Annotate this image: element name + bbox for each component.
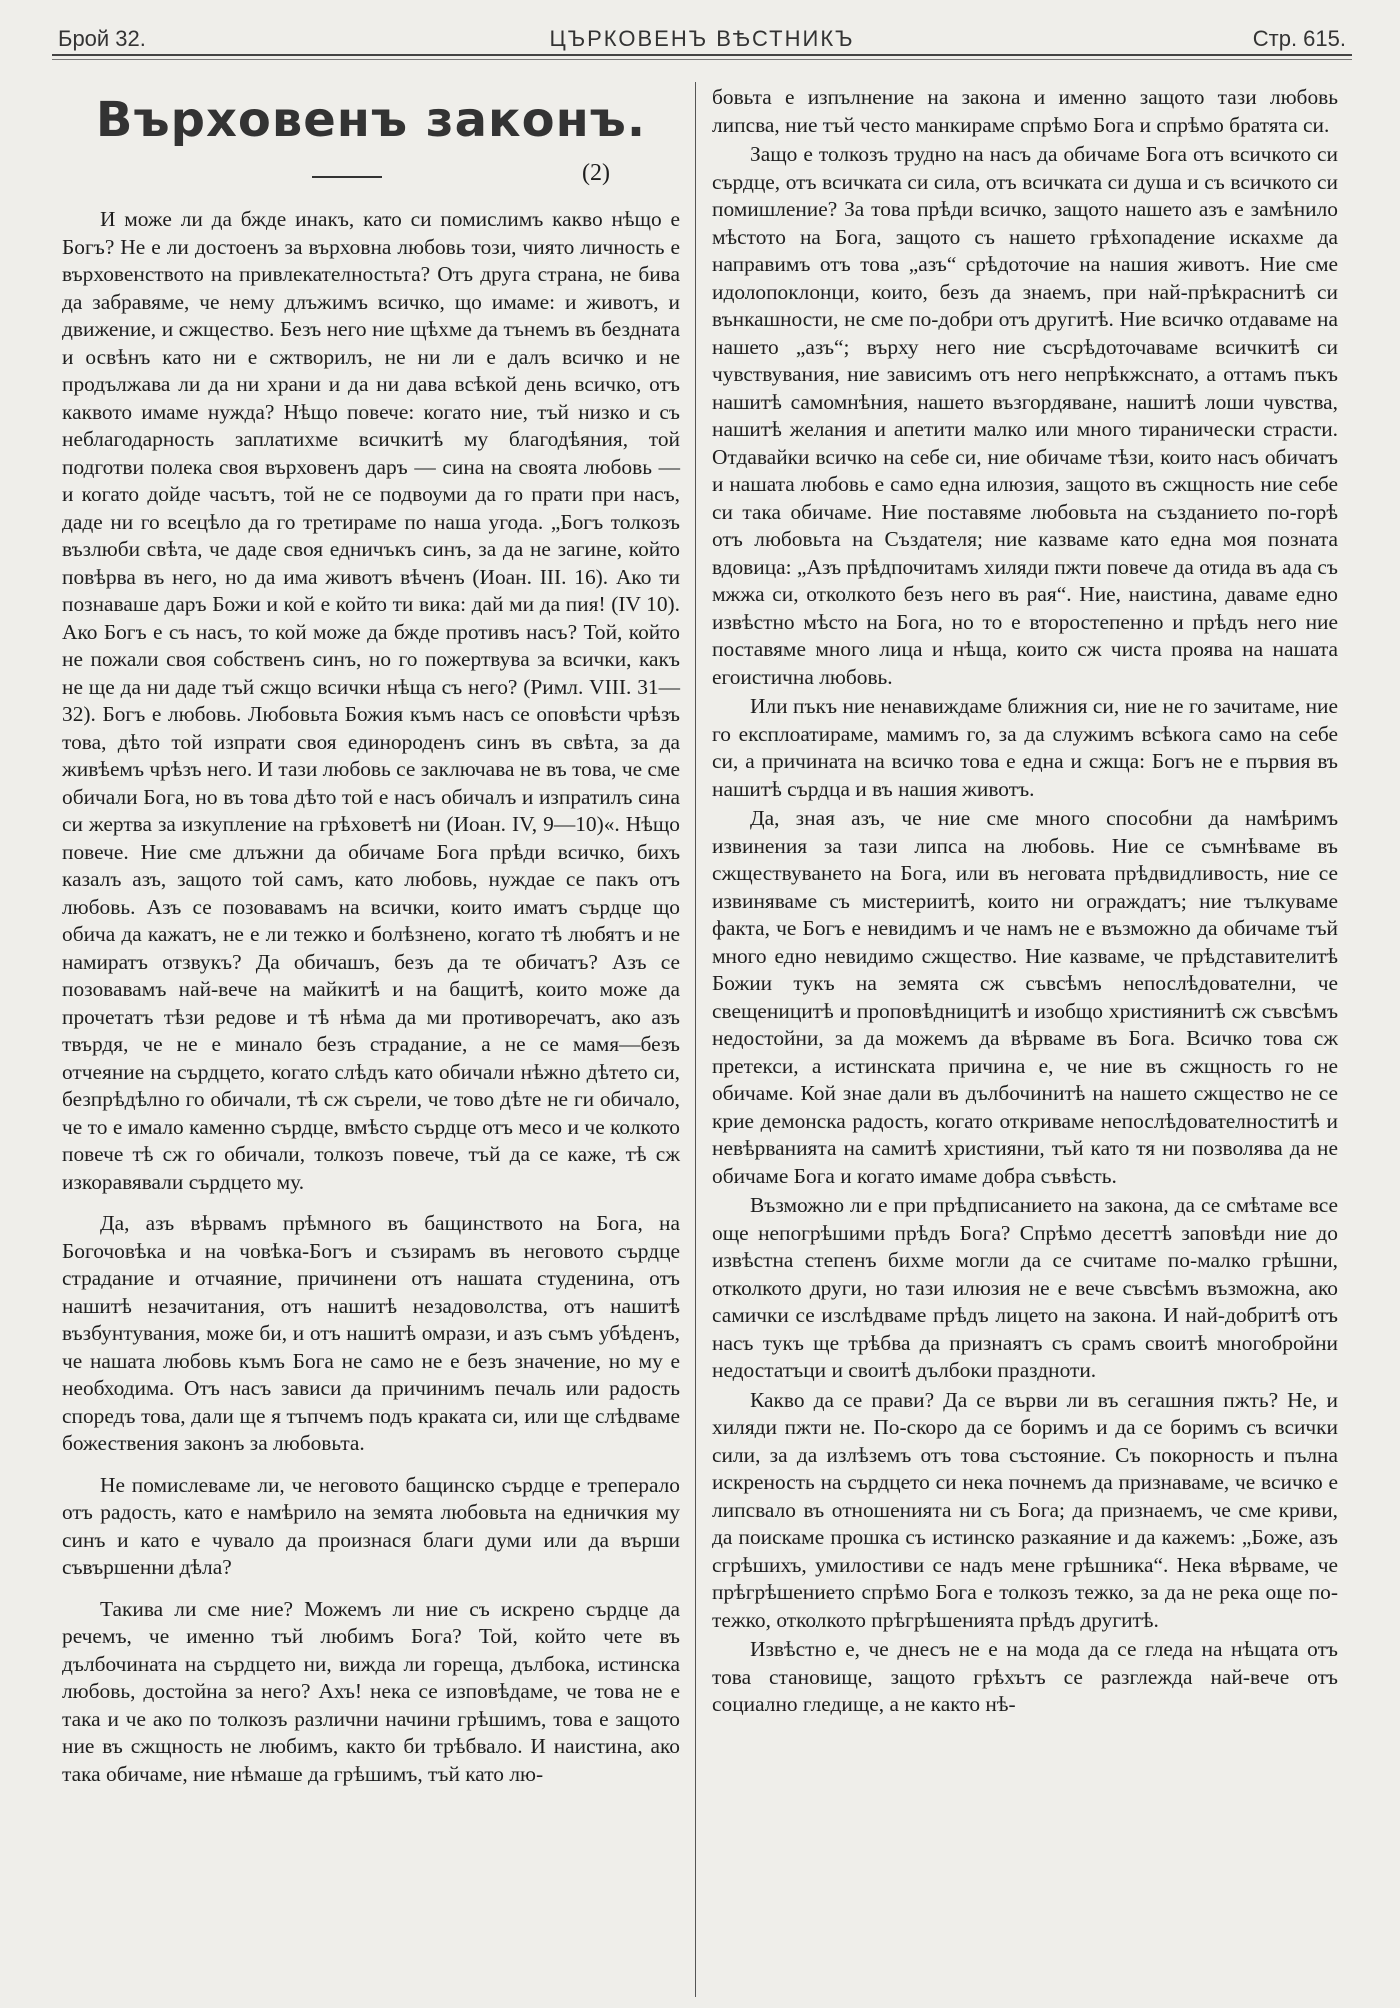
column-divider — [695, 82, 696, 1997]
paragraph: Такива ли сме ние? Можемъ ли ние съ искрено сърдце да речемъ, че именно тъй любимъ Бога? Той, който чете въ дълбочината на сърдцето ни, вижда ли гореща, дълбока, истинска любовь, достойна за него? Ахъ! нека се изповѣдаме, че това не е така и че ако по толкозъ различни начини грѣшимъ, това е защото ние въ сжщность не любимъ, както би трѣбвало. И наистина, ако така обичаме, ние нѣмаше да грѣшимъ, тъй като лю- — [62, 1596, 680, 1786]
left-column — [62, 84, 680, 1802]
paragraph: Да, зная азъ, че ние сме много способни да намѣримъ извинения за тази липса на любовь. Ние се съмнѣваме въ сжществуването на Бога, или въ неговата прѣдвидливость, ние се извиняваме съ мистериитѣ, които ни ограждатъ; ние тълкуваме факта, че Богъ е невидимъ и че намъ не е възможно да обичаме тъй много едно невидимо сжщество. Ние казваме, че прѣдставителитѣ Божии тукъ на земята сж съвсѣмъ непослѣдователни, че свещеницитѣ и проповѣдницитѣ и изобщо християнитѣ сж съвсѣмъ недостойни, за да можемъ да вѣрваме въ Бога. Всичко това сж претекси, а истинската причина е, че ние въ сжщность го не обичаме. Кой знае дали въ дълбочинитѣ на нашето сжщество не се крие демонска радость, когато откриваме непослѣдователноститѣ и невѣрванията на самитѣ християни, тъй като тя ни позволява да не обичаме Бога и когато имаме добра съвѣсть. — [712, 806, 1338, 1188]
paragraph: Да, азъ вѣрвамъ прѣмного въ бащинството на Бога, на Богочовѣка и на човѣка-Богъ и съзирамъ въ неговото сърдце страдание и отчаяние, причинени отъ нашата студенина, отъ нашитѣ незачитания, отъ нашитѣ незадоволства, отъ нашитѣ възбунтувания, може би, и отъ нашитѣ омрази, и азъ съмъ убѣденъ, че нашата любовь къмъ Бога не само не е безъ значение, но му е необходима. Отъ насъ зависи да причинимъ печаль или радость споредъ това, дали ще я тъпчемъ подъ краката си, или ще слѣдваме божествения законъ за любовьта. — [62, 1211, 680, 1455]
part-number: (2) — [582, 160, 610, 186]
paragraph: бовьта е изпълнение на закона и именно защото тази любовь липсва, ние тъй често манкираме спрѣмо Бога и спрѣмо братята си. — [712, 85, 1338, 137]
paragraph: Защо е толкозъ трудно на насъ да обичаме Бога отъ всичкото си сърдце, отъ всичката си сила, отъ всичката си душа и съ всичкото си помишление? За това прѣди всичко, защото нашето азъ е замѣнило мѣстото на Бога, защото съ нашето грѣхопадение искахме да направимъ отъ това „азъ“ срѣдоточие на нашия животъ. Ние сме идолопоклонци, които, безъ да знаемъ, при най-прѣкраснитѣ си вънкашности, не сме по-добри отъ другитѣ. Ние всичко отдаваме на нашето „азъ“; върху него ние съсрѣдоточаваме всичкитѣ си чувствувания, ние зависимъ отъ него непрѣкжснато, а оттамъ пъкъ нашитѣ самомнѣния, нашето възгордяване, нашитѣ лоши чувства, нашитѣ желания и апетити малко или много тиранически страсти. Отдавайки всичко на себе си, ние обичаме тѣзи, които насъ обичатъ и нашата любовь е само една илюзия, защото въ сжщность ние себе си така обичаме. Ние поставяме любовьта на създанието по-горѣ отъ любовьта на Създателя; ние казваме като една моя позната вдовица: „Азъ прѣдпочитамъ хиляди пжти повече да отида въ ада съ мжжа си, отколкото безъ него въ рая“. Ние, наистина, даваме едно извѣстно мѣсто на Бога, но то е второстепенно и прѣдъ него ние поставяме много лица и нѣща, които сж чиста проява на нашата егоистична любовь. — [712, 142, 1338, 689]
article-title: Върховенъ законъ. — [95, 92, 647, 148]
paragraph: Не помислеваме ли, че неговото бащинско сърдце е треперало отъ радость, като е намѣрило на земята любовьта на едничкия му синъ и като е чувало да произнася благи думи или да върши съвършенни дѣла? — [62, 1472, 680, 1579]
paragraph: Или пъкъ ние ненавиждаме ближния си, ние не го зачитаме, ние го експлоатираме, мамимъ го, за да служимъ всѣкога само на себе си, а причината на всичко това е една и сжща: Богъ не е първия въ нашитѣ сърдца и въ нашия животъ. — [712, 694, 1338, 801]
journal-title: ЦЪРКОВЕНЪ ВѢСТНИКЪ — [549, 26, 855, 51]
paragraph: И може ли да бжде инакъ, като си помислимъ какво нѣщо е Богъ? Не е ли достоенъ за върховна любовь този, чиято личность е върховенството на привлекателностьта? Отъ друга страна, не бива да забравяме, че нему длъжимъ всичко, що имаме: и животъ, и движение, и сжщество. Безъ него ние щѣхме да тънемъ въ бездната и освѣнъ като ни е сжтворилъ, не ни ли е далъ всичко и не продължава ли да ни храни и да ни дава всѣкой день всичко, отъ каквото имаме нужда? Нѣщо повече: когато ние, тъй низко и съ неблагодарность заплатихме всичкитѣ му благодѣяния, той подготви полека своя върховенъ даръ — сина на своята любовь — и когато дойде часътъ, той не се подвоуми да го прати при насъ, даде ни го всецѣло да го третираме по наша угода. „Богъ толкозъ възлюби свѣта, че даде своя едничъкъ синъ, за да не загине, който повѣрва въ него, но да има животъ вѣченъ (Иоан. III. 16). Ако ти познаваше даръ Божи и кой е който ти вика: дай ми да пия! (IV 10). Ако Богъ е съ насъ, то кой може да бжде противъ насъ? Той, който не пожали своя собственъ синъ, но го пожертвува за всички, какъ не ще да ни даде тъй сжщо всички нѣща съ него? (Римл. VIII. 31—32). Богъ е любовь. Любовьта Божия къмъ насъ се оповѣсти чрѣзъ това, дѣто той изпрати своя единороденъ синъ въ свѣта, за да живѣемъ чрѣзъ него. И тази любовь се заключава не въ това, че сме обичали Бога, но въ това дѣто той е насъ обичалъ и изпратилъ сина си жертва за изкупление на грѣховетѣ ни (Иоан. IV, 9—10)«. Нѣщо повече. Ние сме длъжни да обичаме Бога прѣди всичко, бихъ казалъ азъ, защото той самъ, като любовь, нуждае се пакъ отъ любовь. Азъ се позовавамъ на всички, които иматъ сърдце що обича да кажатъ, не е ли тежко и болѣзнено, когато тѣ любятъ и не намиратъ отзвукъ? Да обичашъ, безъ да те обичатъ? Азъ се позовавамъ най-вече на майкитѣ и на бащитѣ, които може да прочетатъ тѣзи редове и тѣ нѣма да ми противоречатъ, ако азъ твърдя, че не е минало безъ страдание, а не се мамя—безъ отчеяние на сърдцето, когато слѣдъ като обичали нѣжно дѣтето си, безпрѣдѣлно го обичали, тѣ сж сърели, че тово дѣте не ги обичало, че то е имало каменно сърдце, вмѣсто сърдце отъ месо и че колкото повече тѣ сж го обичали, толкозъ повече, тъй да се каже, тѣ сж изкоравявали сърдцето му. — [62, 207, 680, 1194]
page-header — [52, 22, 1352, 62]
paragraph: Извѣстно е, че днесъ не е на мода да се гледа на нѣщата отъ това становище, защото грѣхътъ се разглежда най-вече отъ социално гледище, а не както нѣ- — [712, 1637, 1338, 1716]
article-subhead — [62, 160, 680, 196]
issue-number: Брой 32. — [58, 26, 146, 51]
paragraph: Възможно ли е при прѣдписанието на закона, да се смѣтаме все още непогрѣшими прѣдъ Бога? Спрѣмо десеттѣ заповѣди ние до извѣстна степенъ бихме могли да се считаме по-малко грѣшни, отколкото други, но тази илюзия не е вече съвсѣмъ възможна, ако самички се изслѣдваме прѣдъ лицето на закона. И най-добритѣ отъ насъ тукъ ще трѣбва да признаятъ съ срамъ своитѣ многобройни недостатъци и своитѣ дълбоки праздноти. — [712, 1193, 1338, 1382]
right-column — [712, 84, 1338, 1721]
page-number: Стр. 615. — [1252, 26, 1346, 51]
title-dash — [312, 176, 382, 178]
header-rule-thin — [52, 59, 1352, 60]
header-rule — [52, 54, 1352, 56]
paragraph: Какво да се прави? Да се върви ли въ сегашния пжть? Не, и хиляди пжти не. По-скоро да се боримъ и да се боримъ съ всички сили, за да излѣземъ отъ това състояние. Съ покорность и пълна искреность на сърдцето си нека почнемъ да признаваме, че всичко е липсвало въ отношенията ни съ Бога; да признаемъ, че сме криви, да поискаме прошка съ истинско разкаяние и да кажемъ: „Боже, азъ сгрѣшихъ, умилостиви се надъ мене грѣшника“. Нека вѣрваме, че прѣгрѣшението спрѣмо Бога е толкозъ тежко, за да не река още по-тежко, отколкото прѣгрѣшенията прѣдъ другитѣ. — [712, 1387, 1338, 1632]
